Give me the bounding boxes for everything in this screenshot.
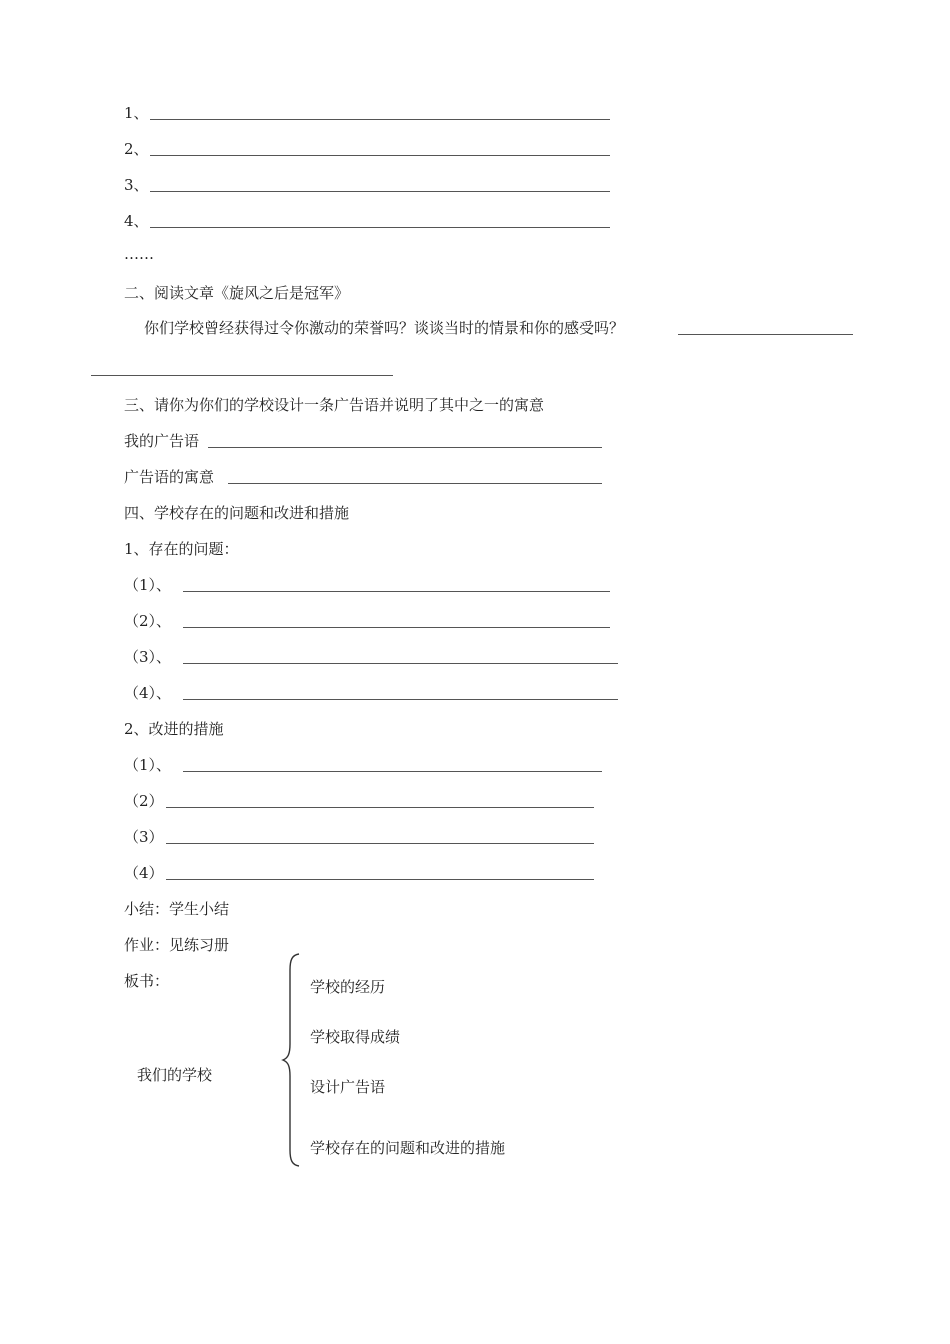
- board-topic: 我们的学校: [137, 1066, 213, 1084]
- section-4-heading: 四、学校存在的问题和改进和措施: [124, 504, 350, 522]
- blank-item-1-label: 1、: [124, 104, 149, 122]
- problem-1-label: （1）、: [124, 576, 172, 594]
- problem-3-label: （3）、: [124, 648, 172, 666]
- section-3-heading: 三、请你为你们的学校设计一条广告语并说明了其中之一的寓意: [124, 396, 545, 414]
- board-point-4: 学校存在的问题和改进的措施: [310, 1139, 506, 1157]
- problem-1-line[interactable]: [183, 591, 610, 592]
- homework-text: 作业：见练习册: [124, 936, 230, 954]
- board-point-2: 学校取得成绩: [310, 1028, 401, 1046]
- section-2-heading: 二、阅读文章《旋风之后是冠军》: [124, 284, 350, 302]
- measure-3-line[interactable]: [166, 843, 594, 844]
- board-label: 板书：: [124, 972, 170, 990]
- board-point-3: 设计广告语: [310, 1078, 386, 1096]
- blank-line-3[interactable]: [150, 191, 610, 192]
- measure-2-line[interactable]: [166, 807, 594, 808]
- slogan-input-line[interactable]: [208, 447, 602, 448]
- problem-4-line[interactable]: [183, 699, 618, 700]
- slogan-label: 我的广告语: [124, 432, 200, 450]
- measure-2-label: （2）: [124, 792, 164, 810]
- blank-item-3-label: 3、: [124, 176, 149, 194]
- board-point-1: 学校的经历: [310, 978, 386, 996]
- summary-text: 小结：学生小结: [124, 900, 230, 918]
- problem-3-line[interactable]: [183, 663, 618, 664]
- meaning-label: 广告语的寓意: [124, 468, 215, 486]
- blank-item-4-label: 4、: [124, 212, 149, 230]
- curly-brace-icon: [280, 952, 302, 1168]
- measure-4-label: （4）: [124, 864, 164, 882]
- section-2-question: 你们学校曾经获得过令你激动的荣誉吗？谈谈当时的情景和你的感受吗？: [144, 319, 625, 337]
- blank-line-2[interactable]: [150, 155, 610, 156]
- measure-3-label: （3）: [124, 828, 164, 846]
- blank-line-4[interactable]: [150, 227, 610, 228]
- blank-line-1[interactable]: [150, 119, 610, 120]
- problems-label: 1、存在的问题：: [124, 540, 239, 558]
- problem-2-label: （2）、: [124, 612, 172, 630]
- blank-item-2-label: 2、: [124, 140, 149, 158]
- ellipsis: ……: [124, 245, 154, 263]
- problem-2-line[interactable]: [183, 627, 610, 628]
- measure-1-line[interactable]: [183, 771, 602, 772]
- measure-4-line[interactable]: [166, 879, 594, 880]
- meaning-input-line[interactable]: [228, 483, 602, 484]
- answer-line-inline[interactable]: [678, 334, 853, 335]
- measures-label: 2、改进的措施: [124, 720, 224, 738]
- measure-1-label: （1）、: [124, 756, 172, 774]
- problem-4-label: （4）、: [124, 684, 172, 702]
- answer-line-continuation[interactable]: [91, 375, 393, 376]
